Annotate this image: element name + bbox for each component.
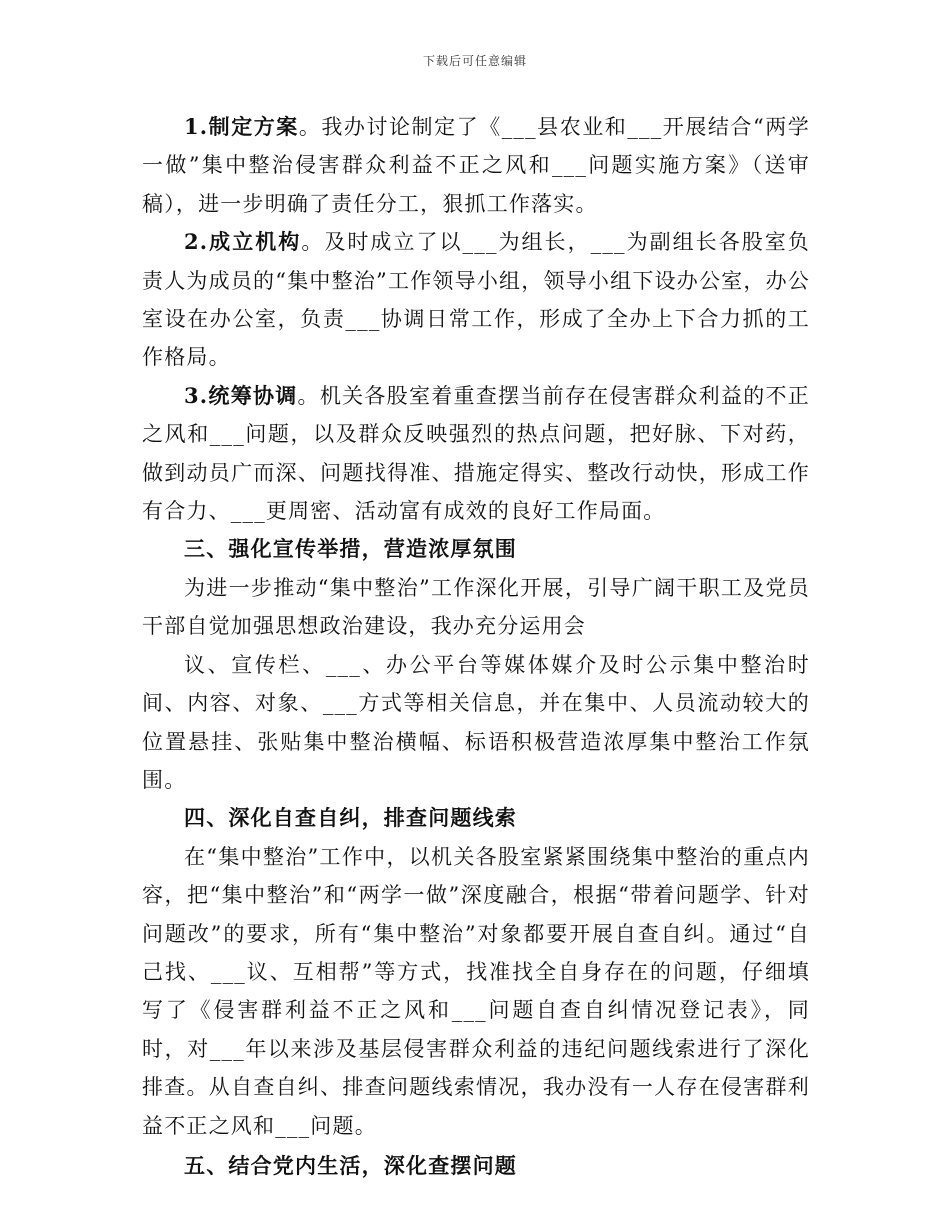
paragraph-self-check: 在“集中整治”工作中，以机关各股室紧紧围绕集中整治的重点内容，把“集中整治”和“两学一做”深度融合，根据“带着问题学、针对问题改”的要求，所有“集中整治”对象都要开展自查自纠。通过“自己找、___议、互相帮”等方式，找准找全自身存在的问题，仔细填写了《侵害群利益不正之风和___问题自查自纠情况登记表》，同时，对___年以来涉及基层侵害群众利益的违纪问题线索进行了深化排查。从自查自纠、排查问题线索情况，我办没有一人存在侵害群利益不正之风和___问题。 <box>142 844 810 1138</box>
paragraph-publicity-intro: 为进一步推动“集中整治”工作深化开展，引导广阔干职工及党员干部自觉加强思想政治建设，我办充分运用会 <box>142 575 810 639</box>
page-header-note: 下载后可任意编辑 <box>422 54 527 68</box>
paragraph-make-plan <box>142 108 810 223</box>
paragraph-text: 。我办讨论制定了《___县农业和___开展结合“两学一做”集中整治侵害群众利益不正之风和___问题实施方案》（送审稿），进一步明确了责任分工，狠抓工作落实。 <box>142 115 810 216</box>
paragraph-text: 。机关各股室着重查摆当前存在侵害群众利益的不正之风和___问题，以及群众反映强烈的热点问题，把好脉、下对药，做到动员广而深、问题找得准、措施定得实、整改行动快，形成工作有合力、___更周密、活动富有成效的良好工作局面。 <box>142 383 810 524</box>
paragraph-coordinate <box>142 377 810 531</box>
paragraph-lead: 1.制定方案 <box>184 114 299 139</box>
section-heading-4: 四、深化自查自纠，排查问题线索 <box>184 805 517 831</box>
document-body <box>142 108 810 1185</box>
section-heading-3: 三、强化宣传举措，营造浓厚氛围 <box>184 536 517 562</box>
paragraph-lead: 2.成立机构 <box>184 229 302 255</box>
paragraph-lead: 3.统筹协调 <box>184 382 298 408</box>
paragraph-publicity-details: 议、宣传栏、___、办公平台等媒体媒介及时公示集中整治时间、内容、对象、___方式等相关信息，并在集中、人员流动较大的位置悬挂、张贴集中整治横幅、标语积极营造浓厚集中整治工作氛围。 <box>142 652 810 792</box>
section-heading-5: 五、结合党内生活，深化查摆问题 <box>184 1152 517 1178</box>
paragraph-text: 。及时成立了以___为组长，___为副组长各股室负责人为成员的“集中整治”工作领导小组，领导小组下设办公室，办公室设在办公室，负责___协调日常工作，形成了全办上下合力抓的工作格局。 <box>142 230 811 370</box>
paragraph-establish-organization <box>142 223 810 377</box>
